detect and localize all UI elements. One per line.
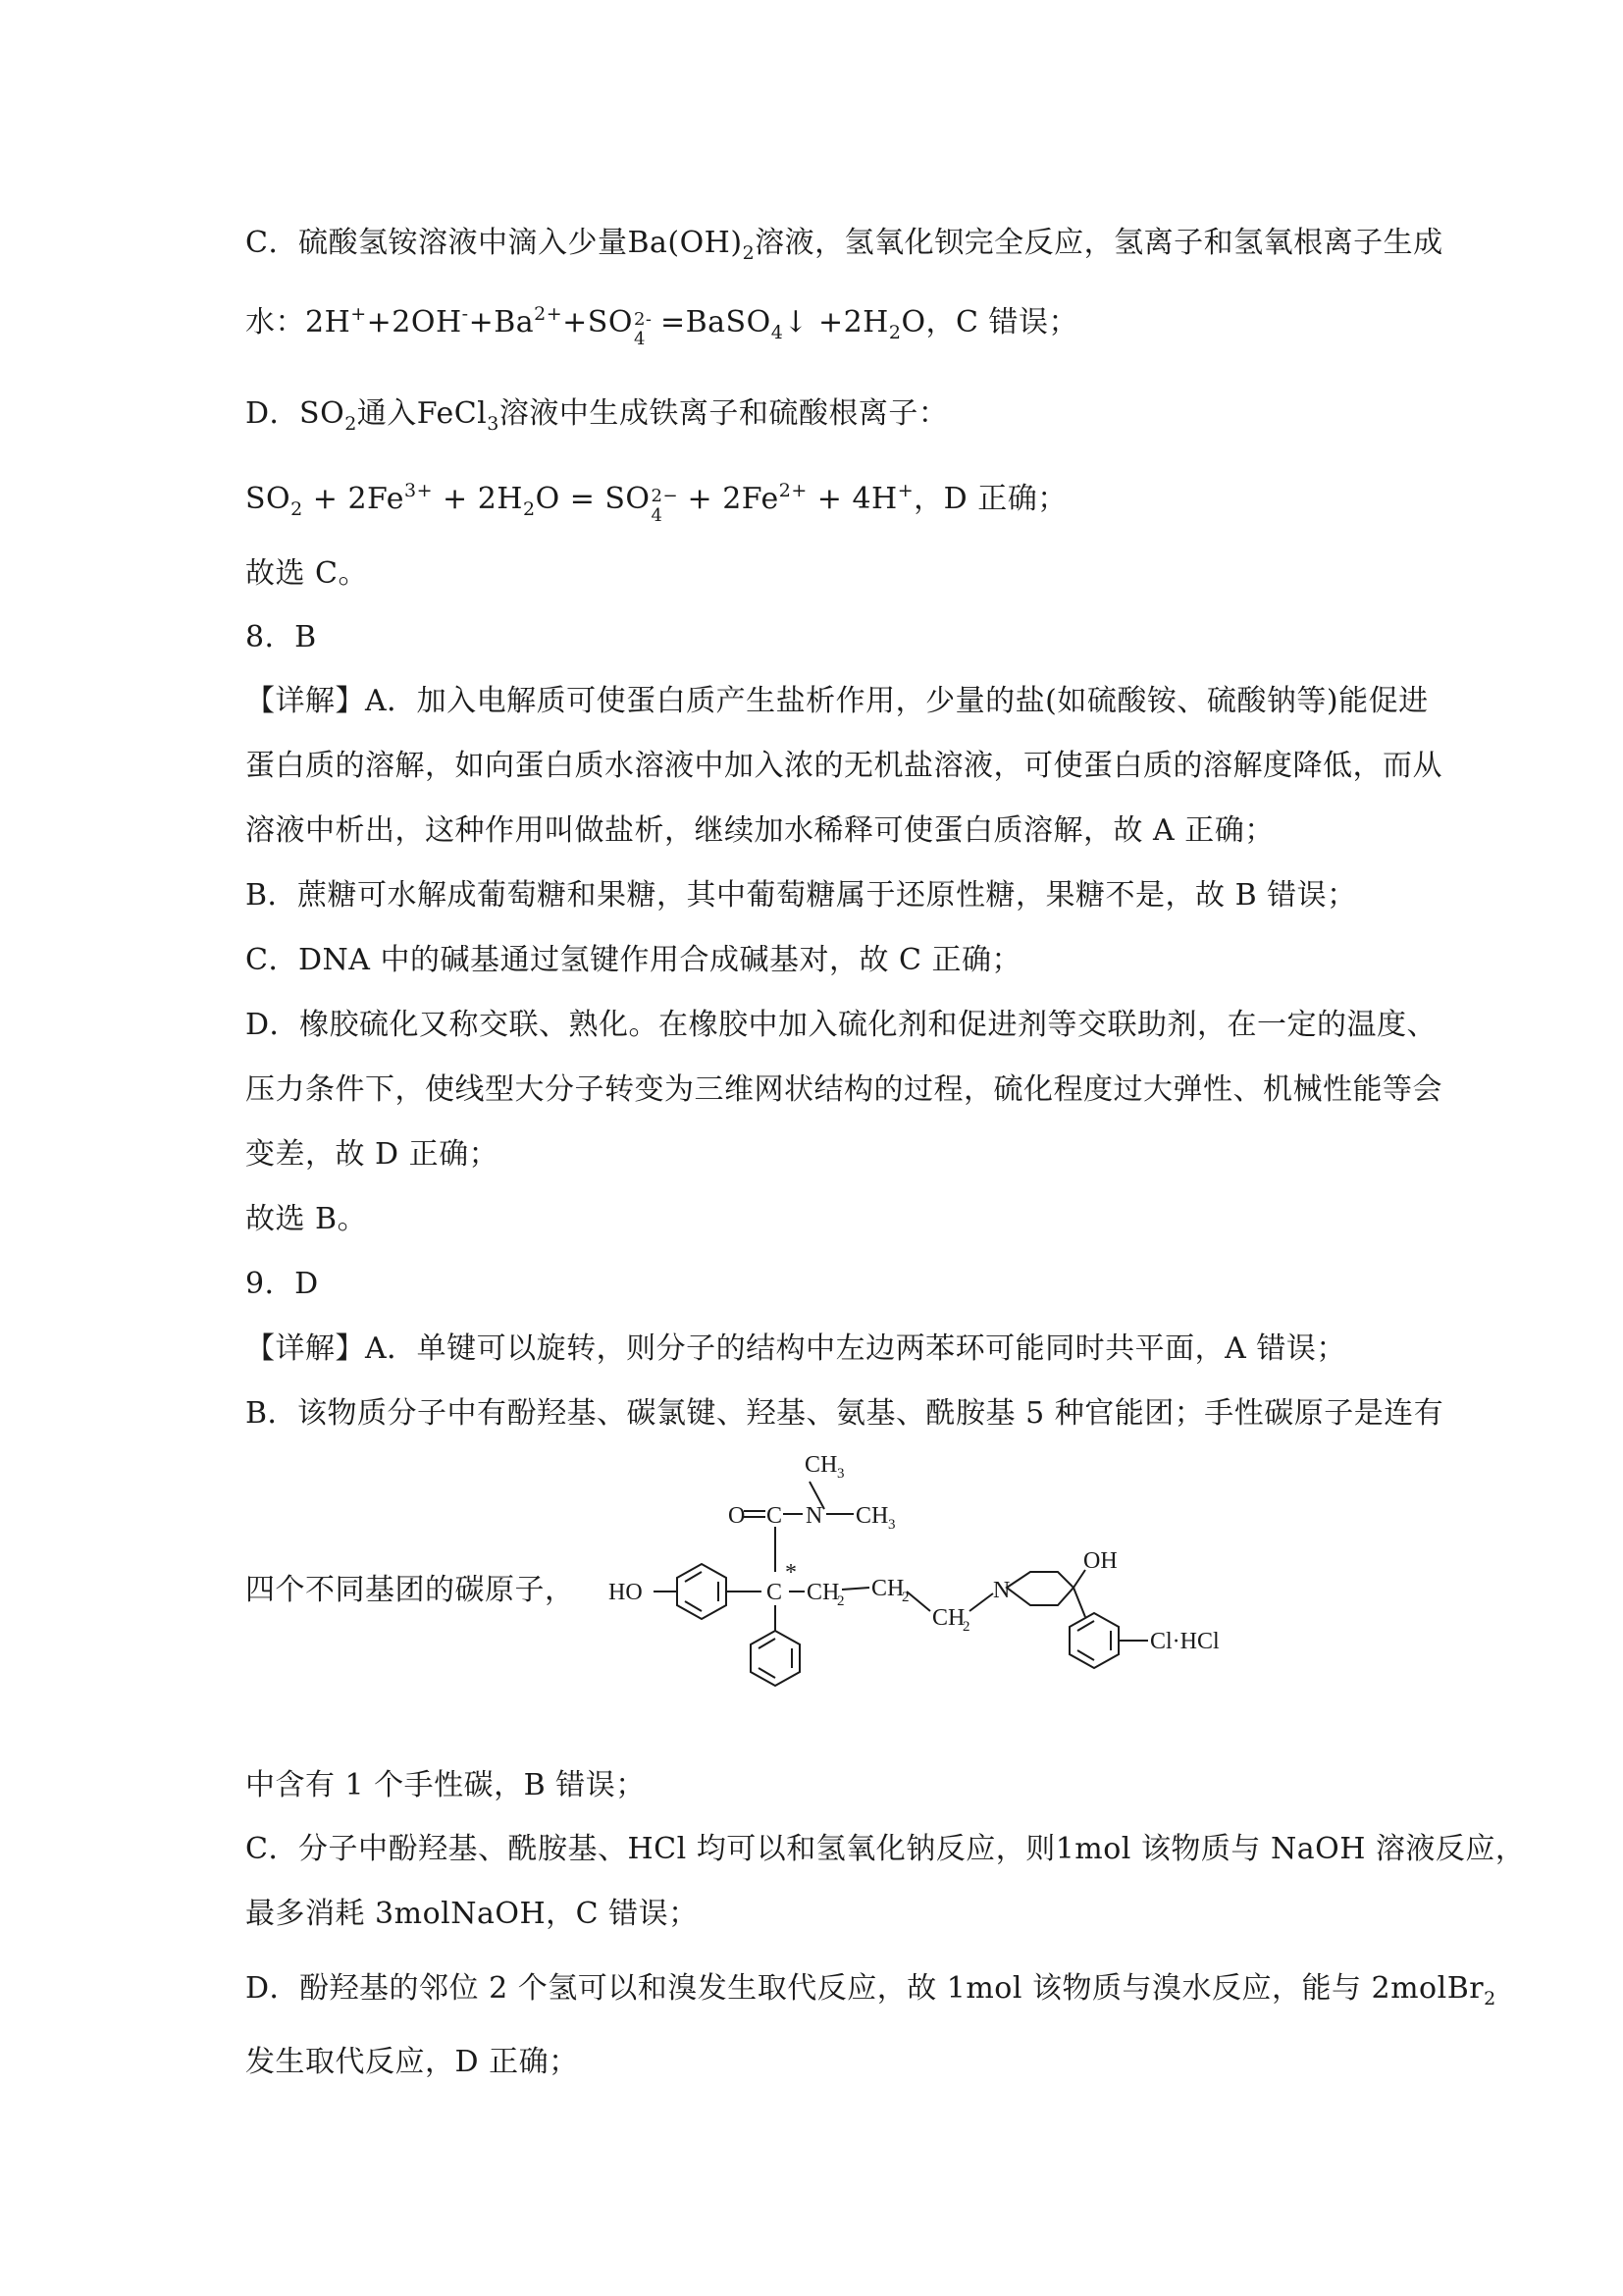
text: 水：2H <box>245 305 351 339</box>
answer-8: 8．B <box>245 620 317 654</box>
q8-detail-a2: 蛋白质的溶解，如向蛋白质水溶液中加入浓的无机盐溶液，可使蛋白质的溶解度降低，而从 <box>245 749 1442 783</box>
text: + 4H <box>807 482 898 516</box>
subscript: 4 <box>633 329 646 349</box>
superscript: 2- <box>633 309 653 330</box>
text: C．硫酸氢铵溶液中滴入少量Ba(OH) <box>245 226 743 260</box>
ch2-2-sub: 2 <box>902 1590 910 1605</box>
q8-option-d1: D．橡胶硫化又称交联、熟化。在橡胶中加入硫化剂和促进剂等交联助剂，在一定的温度、 <box>245 1008 1438 1042</box>
text: ↓ +2H <box>783 305 889 339</box>
option-c-equation <box>245 303 1079 349</box>
q9-option-c2: 最多消耗 3molNaOH，C 错误； <box>245 1897 699 1931</box>
chiral-c-label: C <box>766 1580 783 1605</box>
text: +SO <box>562 305 633 339</box>
q8-option-d3: 变差，故 D 正确； <box>245 1137 499 1172</box>
text: +Ba <box>468 305 535 339</box>
ho-label: HO <box>608 1580 643 1605</box>
q9-option-b3: 中含有 1 个手性碳，B 错误； <box>245 1768 646 1802</box>
q9-option-b2: 四个不同基团的碳原子， <box>245 1573 575 1607</box>
subscript: 4 <box>651 505 663 526</box>
oxygen-label: O <box>728 1503 746 1529</box>
sub-sup <box>651 485 679 526</box>
q8-option-b: B．蔗糖可水解成葡萄糖和果糖，其中葡萄糖属于还原性糖，果糖不是，故 B 错误； <box>245 878 1357 913</box>
subscript: 4 <box>770 322 784 343</box>
subscript: 2 <box>344 413 357 435</box>
text: O = SO <box>535 482 651 516</box>
option-d-equation <box>245 480 1068 526</box>
carbonyl-c-label: C <box>766 1503 783 1529</box>
ch2-1-label: CH <box>807 1580 840 1605</box>
q9-option-b1: B．该物质分子中有酚羟基、碳氯键、羟基、氨基、酰胺基 5 种官能团；手性碳原子是连有 <box>245 1396 1444 1431</box>
sub-sup <box>633 308 660 349</box>
superscript: + <box>350 303 367 325</box>
subscript: 2 <box>742 242 756 264</box>
conclusion-7: 故选 C。 <box>245 556 368 591</box>
text: O，C 错误； <box>901 305 1079 339</box>
text: +2OH <box>366 305 462 339</box>
q9-option-c1: C．分子中酚羟基、酰胺基、HCl 均可以和氢氧化钠反应，则1mol 该物质与 NaOH 溶液反应， <box>245 1832 1526 1866</box>
molecule-svg <box>559 1444 1384 1719</box>
text: =BaSO <box>659 305 771 339</box>
q9-option-d2: 发生取代反应，D 正确； <box>245 2045 579 2079</box>
q8-detail-a3: 溶液中析出，这种作用叫做盐析，继续加水稀释可使蛋白质溶解，故 A 正确； <box>245 813 1275 848</box>
superscript: 2− <box>651 486 679 506</box>
amide-n-label: N <box>806 1503 823 1529</box>
q9-option-d1 <box>245 1969 1496 2009</box>
subscript: 2 <box>290 498 303 520</box>
text: + 2H <box>433 482 523 516</box>
text: 通入FeCl <box>356 396 488 431</box>
text: 溶液，氢氧化钡完全反应，氢离子和氢氧根离子生成 <box>755 226 1443 260</box>
ch2-3-label: CH <box>932 1605 966 1631</box>
superscript: 2+ <box>778 480 808 501</box>
q8-option-c: C．DNA 中的碱基通过氢键作用合成碱基对，故 C 正确； <box>245 943 1021 977</box>
text: SO <box>245 482 291 516</box>
text: + 2Fe <box>302 482 404 516</box>
answer-9: 9．D <box>245 1267 319 1301</box>
subscript: 2 <box>1484 1988 1496 2009</box>
oh-label: OH <box>1083 1548 1118 1574</box>
option-d-line <box>245 394 948 434</box>
subscript: 3 <box>487 413 499 435</box>
subscript: 2 <box>522 498 536 520</box>
ch2-2-label: CH <box>871 1576 905 1601</box>
piperidine-n-label: N <box>993 1578 1011 1603</box>
q8-detail-a1: 【详解】A．加入电解质可使蛋白质产生盐析作用，少量的盐(如硫酸铵、硫酸钠等)能促进 <box>245 684 1429 718</box>
q9-detail-a: 【详解】A．单键可以旋转，则分子的结构中左边两苯环可能同时共平面，A 错误； <box>245 1331 1346 1366</box>
conclusion-8: 故选 B。 <box>245 1202 368 1236</box>
text: D．SO <box>245 396 345 431</box>
subscript: 2 <box>888 322 902 343</box>
text: + 2Fe <box>677 482 779 516</box>
q8-option-d2: 压力条件下，使线型大分子转变为三维网状结构的过程，硫化程度过大弹性、机械性能等会 <box>245 1072 1442 1107</box>
ch3-right-label: CH <box>856 1503 889 1529</box>
ch2-1-sub: 2 <box>837 1593 845 1609</box>
chiral-star: * <box>785 1560 797 1586</box>
clhcl-label: Cl·HCl <box>1150 1629 1220 1654</box>
ch3-top-sub: 3 <box>837 1466 845 1482</box>
superscript: + <box>897 480 915 501</box>
text: D．酚羟基的邻位 2 个氢可以和溴发生取代反应，故 1mol 该物质与溴水反应，能与 2molBr <box>245 1971 1485 2006</box>
option-c-line-1 <box>245 224 1443 263</box>
ch2-3-sub: 2 <box>963 1619 970 1635</box>
molecule-structure <box>559 1444 1384 1719</box>
superscript: 2+ <box>534 303 563 325</box>
ch3-right-sub: 3 <box>888 1517 896 1533</box>
superscript: 3+ <box>403 480 433 501</box>
superscript: - <box>461 303 469 325</box>
ch3-top-label: CH <box>805 1452 838 1478</box>
text: 溶液中生成铁离子和硫酸根离子： <box>498 396 949 431</box>
text: ，D 正确； <box>914 482 1068 516</box>
